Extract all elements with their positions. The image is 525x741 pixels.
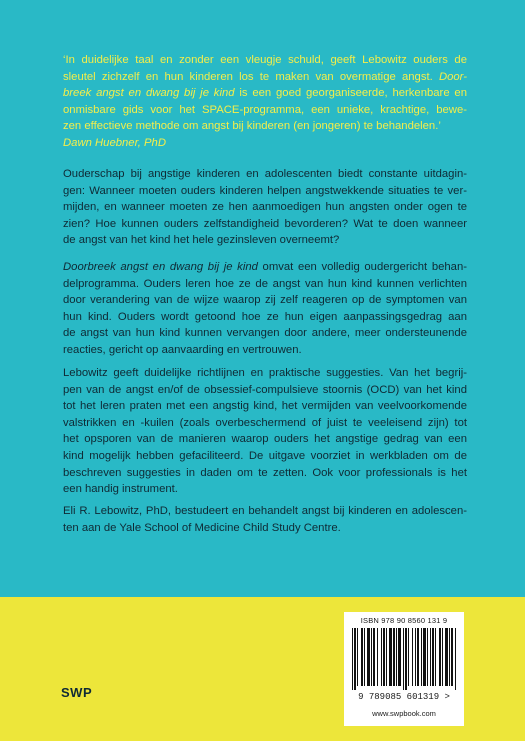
guidance-paragraph <box>63 365 467 498</box>
publisher-logo: SWP <box>61 685 93 700</box>
paragraph-line: ten aan de Yale School of Medicine Child Study Centre. <box>63 521 341 534</box>
quote-line: onmisbare gids voor het SPACE-programma, een unieke, krachtige, bewe- <box>63 103 467 116</box>
paragraph-line: kind mogelijk hebben gefaciliteerd. De uitgave voorziet in werkbladen om de <box>63 449 467 462</box>
paragraph-line: het opsporen van de manieren waarop ouders het angstige gedrag van een <box>63 433 467 446</box>
book-title-italic: Doorbreek angst en dwang bij je kind <box>63 261 258 273</box>
quote-line <box>63 69 467 86</box>
paragraph-line: de angst van het kind het hele gezinsleven overneemt? <box>63 234 340 247</box>
paragraph-line: een handig instrument. <box>63 483 178 496</box>
barcode-digits: 9 789085 601319 > <box>358 692 450 702</box>
paragraph-line: beschreven suggesties in daden om te zetten. Ook voor professionals is het <box>63 466 467 479</box>
paragraph-line-text: omvat een volledig oudergericht behan- <box>257 261 468 273</box>
quote-line-text: sleutel zichzelf en hun kinderen los te maken van overmatige angst. <box>63 70 433 83</box>
paragraph-line: Eli R. Lebowitz, PhD, bestudeert en behandelt angst bij kinderen en adolescen- <box>63 505 467 517</box>
paragraph-line: Ouderschap bij angstige kinderen en adolescenten biedt constante uitdagin- <box>63 168 467 180</box>
paragraph-line: hun kind. Ouders wordt getoond hoe ze hun eigen aanpassingsgedrag aan <box>63 310 467 323</box>
paragraph-line: delprogramma. Ouders leren hoe ze de angst van hun kind kunnen verlichten <box>63 277 467 290</box>
paragraph-line: de angst van hun kind kunnen vervangen door andere, meer ondersteunende <box>63 327 467 340</box>
paragraph-line: door verandering van de wijze waarop zij zelf reageren op de symptomen van <box>63 294 467 307</box>
paragraph-line: tot het leren praten met een angstig kind, het vermijden van veelvoorkomende <box>63 400 467 413</box>
paragraph-line: mijden, en wanneer moeten ze hen aanmoedigen hun angsten onder ogen te <box>63 201 467 214</box>
barcode-icon <box>350 628 458 690</box>
isbn-label: ISBN 978 90 8560 131 9 <box>360 616 448 625</box>
author-bio-paragraph <box>63 503 467 536</box>
quote-line-text: is een goed georganiseerde, herkenbare en <box>234 87 467 100</box>
paragraph-line: Lebowitz geeft duidelijke richtlijnen en praktische suggesties. Van het begrij- <box>63 367 467 379</box>
paragraph-line: valstrikken en -kuilen (zoals overbeschermend of juist te veeleisend zijn) tot <box>63 416 467 429</box>
quote-line <box>63 85 467 102</box>
paragraph-line: reacties, gericht op aanvaarding en vertrouwen. <box>63 343 302 356</box>
quote-title-italic: breek angst en dwang bij je kind <box>63 87 235 100</box>
paragraph-line: pen van de angst en/of de obsessief-compulsieve stoornis (OCD) van het kind <box>63 383 467 396</box>
paragraph-line: zien? Hoe kunnen ouders zelfstandigheid bevorderen? Wat te doen wanneer <box>63 217 467 230</box>
quote-author: Dawn Huebner, PhD <box>63 136 166 149</box>
paragraph-line <box>63 259 467 276</box>
publisher-website: www.swpbook.com <box>372 709 436 718</box>
quote-title-italic: Door- <box>438 70 467 83</box>
intro-paragraph <box>63 166 467 249</box>
program-paragraph <box>63 259 467 359</box>
paragraph-line: gen: Wanneer moeten ouders kinderen helpen angstwekkende situaties te ver- <box>63 184 467 197</box>
barcode-panel <box>344 612 464 726</box>
quote-line: ‘In duidelijke taal en zonder een vleugje schuld, geeft Lebowitz ouders de <box>63 54 467 66</box>
endorsement-quote <box>63 52 467 152</box>
quote-line: zen effectieve methode om angst bij kinderen (en jongeren) te behandelen.’ <box>63 120 441 133</box>
